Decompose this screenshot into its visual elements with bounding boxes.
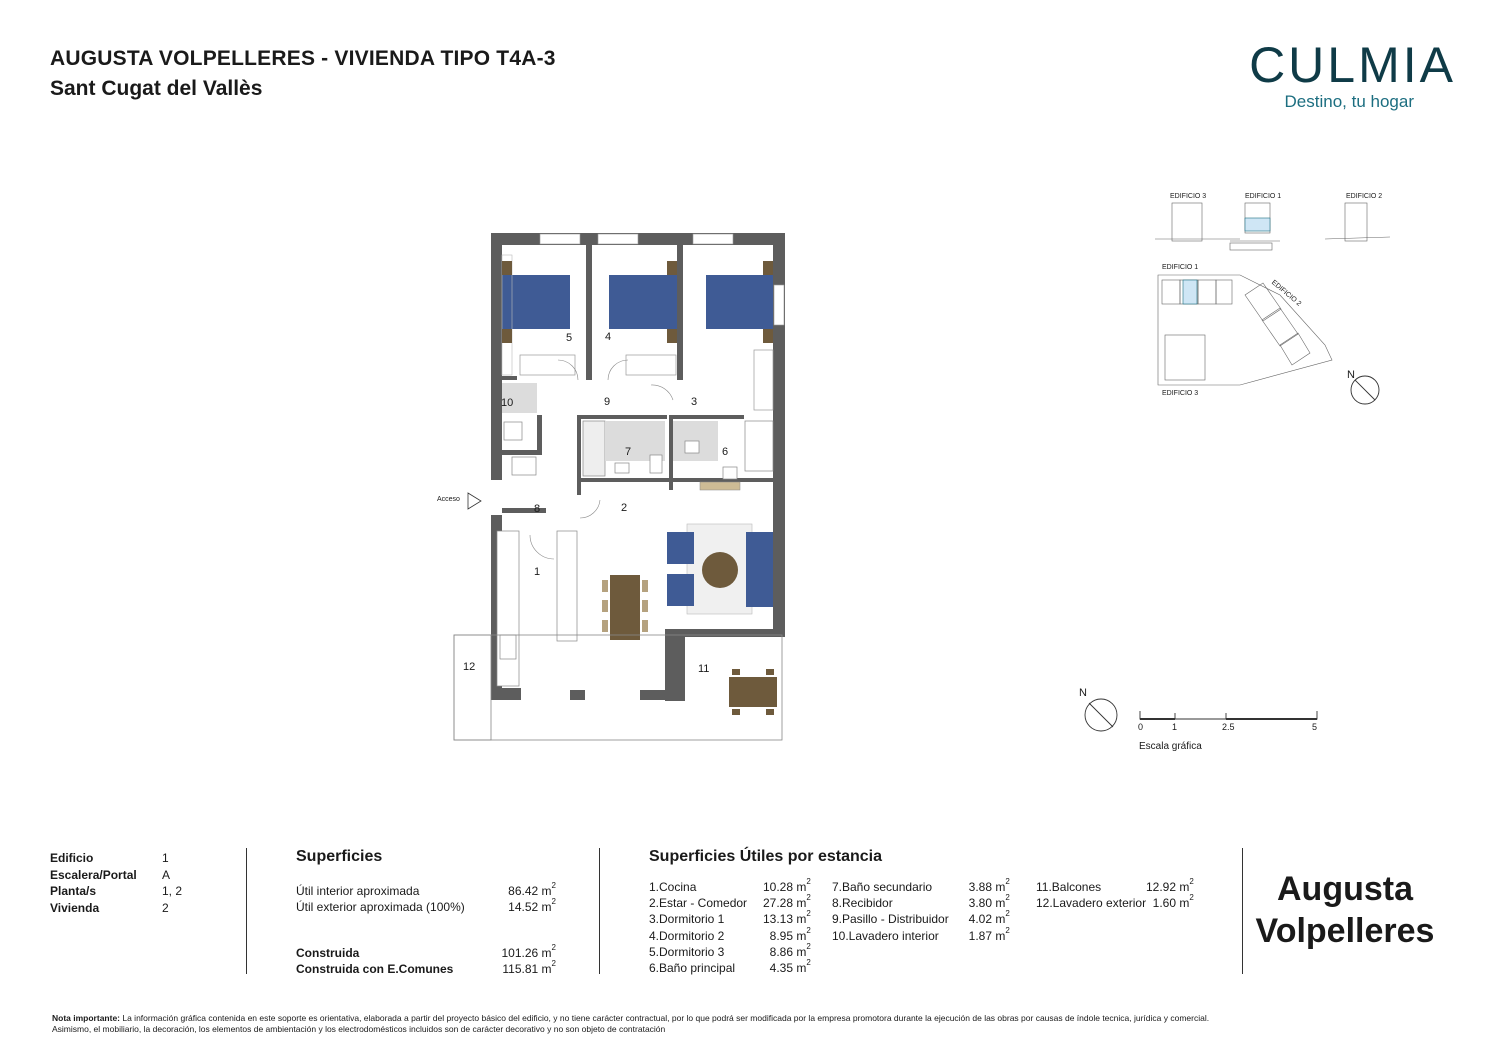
room-number-1: 1 [534, 566, 541, 578]
project-name [1250, 868, 1440, 952]
room-number-6: 6 [722, 446, 729, 458]
room-unit: m [1179, 896, 1190, 911]
room-value: 3.80 [968, 896, 992, 911]
info-row [50, 868, 202, 885]
room-number-11: 11 [698, 663, 710, 675]
room-number-3: 3 [691, 396, 698, 408]
scale-tick-1: 1 [1172, 722, 1178, 732]
room-row: 8.Recibidor 3.80 m $^2$ [832, 896, 1010, 912]
plan-label-edificio-1: EDIFICIO 1 [1162, 264, 1199, 271]
site-north-label: N [1347, 369, 1355, 381]
room-row: 10.Lavadero interior 1.87 m $^2$ [832, 929, 1010, 945]
note-text: La información gráfica contenida en este soporte es orientativa, elaborada a partir del proyecto básico del edificio, y no tiene carácter contractual, por lo que podrá ser modificada por la empresa promotora durante la ejecución de las obras por causas de índole tecnica, jurídica y comercial. Asimismo, el mobiliario, la decoración, los elementos de ambientación y los electrodomésticos incluidos son de carácter decorativo y no son objeto de contratación [52, 1013, 1210, 1034]
estancias-col-2 [832, 877, 1010, 945]
scale-tick-5: 5 [1312, 722, 1318, 732]
room-number-12: 12 [463, 661, 476, 673]
room-row: 9.Pasillo - Distribuidor 4.02 m $^2$ [832, 912, 1010, 928]
room-value: 4.35 [769, 960, 793, 975]
room-row: 12.Lavadero exterior 1.60 m $^2$ [1036, 896, 1194, 912]
room-number-7: 7 [625, 446, 632, 458]
divider [1242, 848, 1243, 974]
room-label: 1.Cocina [649, 880, 697, 894]
page-title: AUGUSTA VOLPELLERES - VIVIENDA TIPO T4A-3 [50, 47, 556, 70]
room-row: 1.Cocina 10.28 m $^2$ [649, 880, 811, 896]
scale-tick-0: 0 [1138, 722, 1144, 732]
info-key: Edificio [50, 851, 94, 865]
plan-label-edificio-3: EDIFICIO 3 [1162, 390, 1199, 397]
room-number-9: 9 [604, 396, 611, 408]
superficies-block [296, 848, 556, 978]
floor-plan [440, 225, 800, 750]
room-value: 8.86 [769, 944, 793, 959]
room-label: 6.Baño principal [649, 960, 736, 975]
brand-name: CULMIA [1249, 37, 1456, 93]
room-row: 6.Baño principal 4.35 m $^2$ [649, 961, 811, 977]
scale-bar [1075, 685, 1335, 755]
room-label: 5.Dormitorio 3 [649, 944, 725, 959]
room-value: 8.95 [769, 928, 793, 943]
superficie-value: 86.42 [508, 884, 539, 898]
estancias-col-1 [649, 877, 811, 977]
superficie-row: Útil exterior aproximada (100%) 14.52 $m^2$ [296, 897, 556, 914]
unit-label: m [541, 946, 552, 960]
room-number-10: 10 [501, 397, 514, 409]
footer-note [52, 1013, 1242, 1035]
superficie-label: Construida con E.Comunes [296, 962, 454, 976]
superficie-label: Útil exterior aproximada (100%) [296, 900, 465, 914]
info-key: Vivienda [50, 900, 100, 915]
access-label: Acceso [437, 496, 460, 503]
estancias-col-3 [1036, 877, 1194, 912]
scale-label: Escala gráfica [1139, 741, 1202, 752]
room-label: 3.Dormitorio 1 [649, 912, 725, 927]
estancias-title: Superficies Útiles por estancia [649, 848, 882, 865]
room-value: 4.02 [968, 912, 992, 927]
info-row [50, 884, 202, 901]
project-name-line-2: Volpelleres [1255, 912, 1435, 950]
info-row [50, 851, 202, 868]
page-subtitle: Sant Cugat del Vallès [50, 77, 263, 100]
scale-tick-2-5: 2.5 [1222, 722, 1235, 732]
room-value: 1.60 [1152, 896, 1176, 911]
room-unit: m [796, 880, 807, 894]
info-value: 1 [162, 851, 169, 865]
brand-tagline: Destino, tu hogar [1284, 92, 1414, 111]
info-key: Escalera/Portal [50, 867, 137, 882]
room-value: 1.87 [968, 928, 992, 943]
room-label: 2.Estar - Comedor [649, 896, 748, 911]
room-label: 7.Baño secundario [832, 880, 933, 894]
superficie-label: Útil interior aproximada [296, 884, 420, 898]
room-label: 10.Lavadero interior [832, 928, 939, 943]
info-value: 2 [162, 900, 169, 915]
room-label: 11.Balcones [1036, 880, 1102, 894]
superficie-label: Construida [296, 946, 360, 960]
room-row: 11.Balcones 12.92 m $^2$ [1036, 880, 1194, 896]
room-row: 2.Estar - Comedor 27.28 m $^2$ [649, 896, 811, 912]
info-row [50, 901, 202, 918]
unit-label: m [541, 884, 552, 898]
room-row: 3.Dormitorio 1 13.13 m $^2$ [649, 912, 811, 928]
room-unit: m [995, 880, 1006, 894]
room-number-8: 8 [534, 503, 541, 515]
room-unit: m [796, 896, 807, 911]
room-label: 4.Dormitorio 2 [649, 928, 725, 943]
elevation-label-edificio-1: EDIFICIO 1 [1245, 193, 1282, 200]
room-number-4: 4 [605, 331, 612, 343]
room-unit: m [995, 896, 1006, 911]
room-value: 3.88 [968, 880, 992, 894]
room-unit: m [796, 944, 807, 959]
plan-label-edificio-2: EDIFICIO 2 [1269, 279, 1303, 308]
room-row: 7.Baño secundario 3.88 m $^2$ [832, 880, 1010, 896]
room-number-5: 5 [566, 332, 573, 344]
divider [599, 848, 600, 974]
room-number-2: 2 [621, 502, 628, 514]
elevation-label-edificio-2: EDIFICIO 2 [1346, 193, 1383, 200]
room-unit: m [796, 928, 807, 943]
info-value: 1, 2 [162, 884, 183, 898]
brand-logo [1249, 38, 1456, 112]
scale-north-label: N [1079, 687, 1087, 699]
room-label: 8.Recibidor [832, 896, 893, 911]
superficie-value: 14.52 [508, 900, 539, 914]
unit-label: m [541, 900, 552, 914]
divider [246, 848, 247, 974]
room-value: 10.28 [762, 880, 793, 894]
superficie-row: Construida 101.26 $m^2$ [296, 943, 556, 960]
room-unit: m [1179, 880, 1190, 894]
unit-label: m [541, 962, 552, 976]
room-unit: m [796, 960, 807, 975]
info-value: A [162, 867, 171, 882]
room-unit: m [995, 912, 1006, 927]
superficie-row: Construida con E.Comunes 115.81 $m^2$ [296, 959, 556, 976]
room-row: 4.Dormitorio 2 8.95 m $^2$ [649, 929, 811, 945]
room-value: 27.28 [762, 896, 793, 911]
room-value: 13.13 [762, 912, 793, 927]
room-unit: m [796, 912, 807, 927]
room-label: 12.Lavadero exterior [1036, 896, 1147, 911]
superficie-row: Útil interior aproximada 86.42 $m^2$ [296, 881, 556, 898]
note-label: Nota importante: [52, 1013, 120, 1023]
room-unit: m [995, 928, 1006, 943]
site-plan [1150, 185, 1400, 415]
elevation-label-edificio-3: EDIFICIO 3 [1170, 193, 1207, 200]
room-row: 5.Dormitorio 3 8.86 m $^2$ [649, 945, 811, 961]
superficies-title: Superficies [296, 848, 383, 865]
superficie-value: 115.81 [502, 962, 539, 976]
superficie-value: 101.26 [501, 946, 539, 960]
room-label: 9.Pasillo - Distribuidor [832, 912, 949, 927]
estancias-block [649, 848, 1229, 978]
room-value: 12.92 [1146, 880, 1177, 894]
project-name-line-1: Augusta [1277, 870, 1413, 908]
info-key: Planta/s [50, 884, 97, 898]
unit-info [50, 851, 202, 917]
